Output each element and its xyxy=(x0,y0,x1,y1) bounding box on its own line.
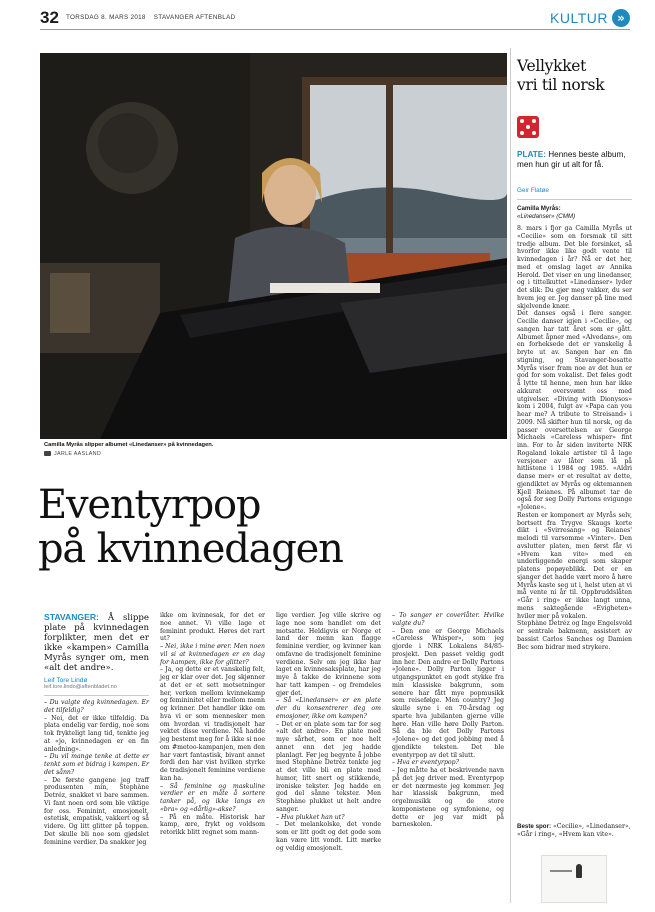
paragraph: Det danses også i flere sanger. Cecilie danser igjen i «Cecilie», og sangen har tatt året som er gått. Albumet åpner med «Alvedans», om en forheksede det er vanskelig å bryte ut av. Sangen har en fin stigning, og Stavanger-bosatte Myrås viser fram noe av det hun er god for som vokalist. Det føles godt å lytte til henne, men hun har ikke akkurat oversvømt oss med utgivelser. «Diving with Dionysos» kom i 2004, fulgt av «Papa can you hear me? A tribute to Streisand» i 2009. Nå skifter hun til norsk, og da passer oversettelsen av George Michaels «Careless whisper» fint inn. For to år siden inviterte NRK Rogaland lokale artister til å lage versjoner av låter som lå på hitlistene i 1984 og 1985. «Aldri danse mer» er et resultat av dette, gjendiktet av Myrås og ektemannen Kjell Reianes. På albumet tar de også for seg Dolly Partons evigunge «Jolene». xyxy=(517,310,632,511)
paragraph: – Det er en plate som tar for seg «alt det andre». En plate med mye sårhet, som er noe helt annet enn det jeg hadde planlagt. Før jeg begynte å jobbe med Stephàne Detréz tenkte jeg at det ville bli en plate med humor, litt snert og stikkende, ironiske tekster. Jeg hadde en god del sånne tekster. Men Stephàne plukket ut helt andre sanger. xyxy=(276,720,381,813)
review-title-line-1: Vellykket xyxy=(517,57,587,75)
dice-rating-icon xyxy=(517,116,539,138)
review-lead-text: Hennes beste album, men hun gir ut alt for få. xyxy=(517,150,626,169)
paragraph: – Så feminine og maskuline verdier er en måte å sortere tanker på, og ikke langs en «bra» og «dårlig»-akse? xyxy=(160,782,265,813)
paragraph: 8. mars i fjor ga Camilla Myrås ut «Cecilie» som en forsmak til sitt tredje album. Det ble forsinket, så hvorfor ikke like godt vente til kvinnedagen i år? Nå er det her, med et omslag laget av Annika Herold. Det viser en ung linedanser, og i tittelkuttet «Linedanser» lyder det slik: Du gjør meg vakker, du ser hvem jeg er. Jeg danser på line med skjelvende knær. xyxy=(517,225,632,310)
album-cover-thumbnail xyxy=(541,855,607,903)
author-email: leif.tore.lindo@aftenbladet.no xyxy=(44,684,149,696)
paragraph: – Så «Linedanser» er en plate der du konsentrerer deg om emosjoner, ikke om kampen? xyxy=(276,697,381,720)
byline: Leif Tore Lindø xyxy=(44,676,88,684)
headline-line-1: Eventyrpop xyxy=(38,482,261,528)
photo-credit-name: JARLE AASLAND xyxy=(54,451,102,457)
best-tracks-label: Beste spor: xyxy=(517,823,552,830)
album-info xyxy=(517,205,575,221)
review-byline: Geir Flatøe xyxy=(517,187,549,194)
article-lead xyxy=(44,612,149,674)
page-header xyxy=(40,8,630,28)
paragraph: – Det melankolske, det vonde som er litt godt og det gode som kan være litt vondt. Litt mørke og veldig emosjonelt. xyxy=(276,821,381,852)
review-lead-keyword: PLATE: xyxy=(517,150,546,159)
article-photo xyxy=(40,53,507,439)
review-title-line-2: vri til norsk xyxy=(517,75,605,94)
headline-line-2: på kvinnedagen xyxy=(38,526,343,572)
paragraph: – På en måte. Historisk har kamp, ære, frykt og voldsom retorikk blitt regnet som mann- xyxy=(160,813,265,836)
paragraph: – Du valgte deg kvinnedagen. Er det tilfeldig? xyxy=(44,699,149,714)
paragraph: lige verdier. Jeg ville skrive og lage noe som handlet om det motsatte. Heldigvis er Norge et land der menn kan flagge feminine verdier, og kvinner kan omfavne de tradisjonelt feminine verdiene. Selv om jeg ikke har laget en kvinnesaksplate, har jeg mye å takke de kvinnene som har tatt kampen – og fremdeles gjør det. xyxy=(276,612,381,697)
review-body xyxy=(517,225,632,651)
lead-text: Å slippe plate på kvinnedagen forplikter, men det er ikke «kampen» Camilla Myrås synger om, men «alt det andre». xyxy=(44,613,149,674)
chevron-right-icon: » xyxy=(612,9,630,27)
paragraph: – Nei, ikke i mine ører. Men noen vil si at kvinnedagen er en dag for kampen, ikke for glitter? xyxy=(160,643,265,666)
review-lead xyxy=(517,150,632,170)
paragraph: – Du vil mange tenke at dette er tenkt som et bidrag i kampen. Er det sånn? xyxy=(44,753,149,776)
paragraph: – Hva plukket han ut? xyxy=(276,813,345,821)
paragraph: – Jeg måtte ha et beskrivende navn på det jeg driver med. Eventyrpop er det nærmeste jeg kommer. Jeg har klassisk bakgrunn, med orgelmusikk og de store komponistene og symfoniene, og dette er jeg var midt på barneskolen. xyxy=(392,767,504,829)
paragraph: – To sanger er coverlåter. Hvilke valgte du? xyxy=(392,612,504,627)
best-tracks-list: «Cecilie», «Linedanser», «Går i ring», «Hvem kan vite». xyxy=(517,823,631,838)
paragraph: – Ja, og dette er et vanskelig felt, jeg er klar over det. Jeg skjønner at det er et sett motsetninger her, verken mellom kvinnekamp og femininitet eller mellom menn og kvinner. Det handler ikke om hva vi er som mennesker men om hvordan vi tradisjonelt har vektet disse verdiene. Nå hadde jeg bestemt meg for å ikke si noe om #metoo-kampanjen, men den har vært fantastisk, bivant annet fordi den har vist hvilken styrke de tradisjonelt feminine verdiene kan ha. xyxy=(160,666,265,782)
paragraph: – Nei, det er ikke tilfeldig. Da plata endelig var ferdig, noe som tok frykteligt lang tid, tenkte jeg at «jo, kvinnedagen er en fin anledning». xyxy=(44,714,149,753)
paragraph: – De første gangene jeg traff produsenten min, Stephàne Detréz, snakket vi bare sammen. Vi fant noen ord som ble viktige for oss. Feminint, emosjonelt, estetisk, empatisk, vakkert og så videre. Og litt glitter på toppen. Det skulle bli noe som gjødslet feminine verdier. Da snakker jeg xyxy=(44,776,149,846)
paragraph: ikke om kvinnesak, for det er noe annet. Vi ville lage et feminint produkt. Høres det rart ut? xyxy=(160,612,265,643)
camera-icon xyxy=(44,451,51,456)
best-tracks xyxy=(517,823,632,839)
album-title: «Linedanser» (CMM) xyxy=(517,212,576,220)
paragraph: Resten er komponert av Myrås selv, bortsett fra Trygve Skaugs korte dikt i «Svirresang» og Reianes' melodi til varsomme «Vinter». Den avslutter platen, men først får vi «Hvem kan vite» med en underliggende energi som skaper platens popøyeblikk. Det er en sjanger det hadde vært moro å høre Myrås kaste seg ut i, helst uten at vi må vente ni år til. Oppbruddslåten «Går i ring» er ikke langt unna, mens saktegående «Evigheten» hviler mer på vokalen. xyxy=(517,511,632,620)
column-divider xyxy=(510,48,511,903)
article-column-2 xyxy=(160,612,265,837)
paper-name: STAVANGER AFTENBLAD xyxy=(153,14,236,21)
article-column-4 xyxy=(392,612,504,829)
paragraph: – Hva er eventyrpop? xyxy=(392,759,459,767)
article-column-3 xyxy=(276,612,381,852)
page-number: 32 xyxy=(40,8,59,27)
review-title xyxy=(517,57,632,94)
article-column-1 xyxy=(44,612,149,846)
header-meta xyxy=(66,14,241,21)
paragraph: – Den ene er George Michaels «Careless Whisper», som jeg gjorde i NRK Lokalens 84/85-prosjekt. Den passet veldig godt inn her. Den andre er Dolly Partons «Jolene». Dolly Parton ligger i utgangspunktet en godt stykke fra min klassiske bakgrunn, som senere har fått mye popmusikk som reisefølge. Men country? Jeg skulle syne i en 70-årsdag og sparte hva jubilanten gjerne ville høre. Han ville høre Dolly Parton. Så da ble det Dolly Partons «Jolene» og det god jobbing med å gjendikte teksten. Det ble eventyrpop av det til slutt. xyxy=(392,627,504,759)
photo-credit xyxy=(44,451,101,457)
album-artist: Camilla Myrås: xyxy=(517,205,561,212)
lead-keyword: STAVANGER: xyxy=(44,612,99,622)
photo-caption: Camilla Myrås slipper albumet «Linedanser» på kvinnedagen. xyxy=(44,442,214,448)
paragraph: Stephàne Detréz og Inge Engelsvold er sentrale bakmenn, assistert av bassist Carlos Sanches og Damien Bec som bidrar med strykere. xyxy=(517,620,632,651)
issue-date: TORSDAG 8. MARS 2018 xyxy=(66,14,146,21)
section-label: KULTUR xyxy=(550,10,608,26)
article-headline xyxy=(38,483,508,571)
header-rule xyxy=(40,29,630,30)
review-rule xyxy=(517,199,632,200)
